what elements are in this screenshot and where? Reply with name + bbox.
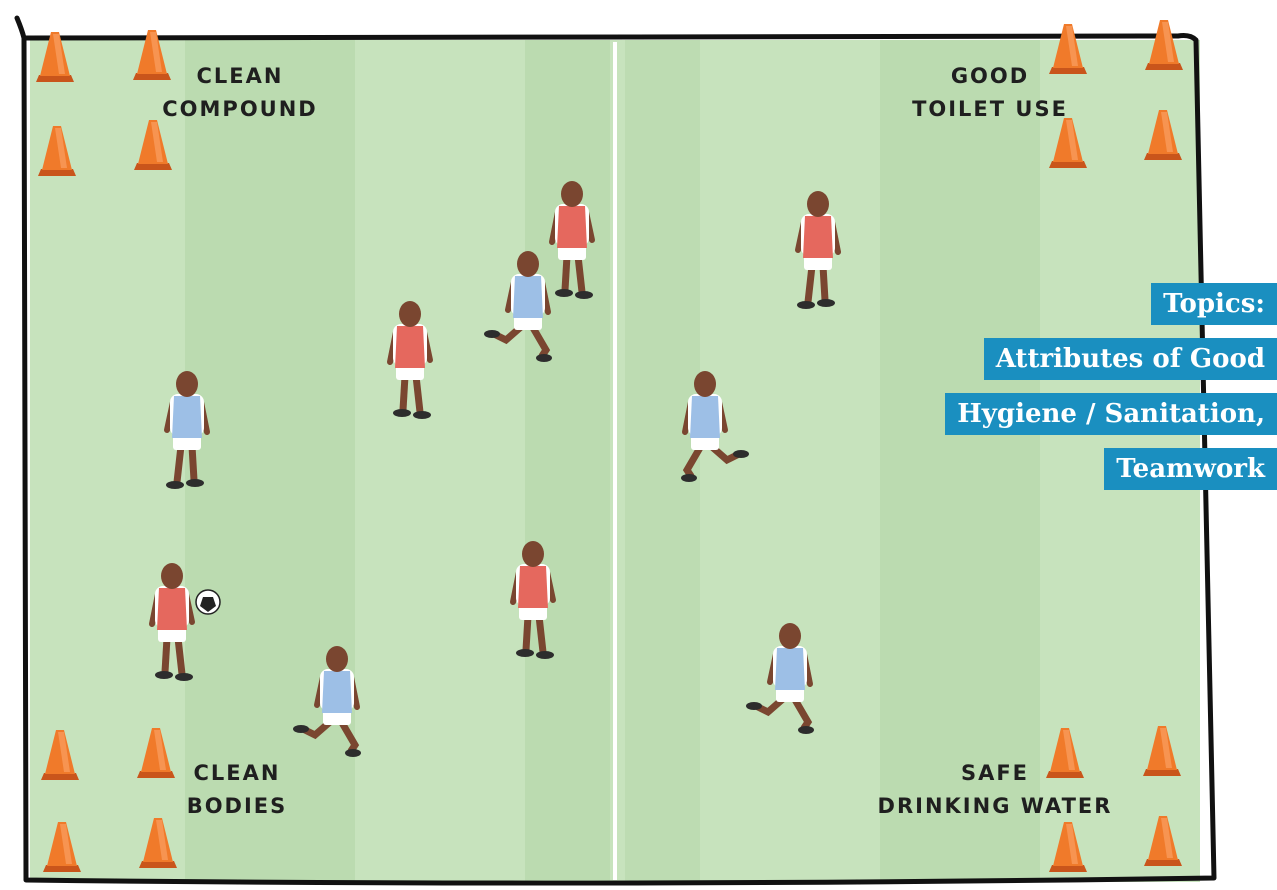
zone-label-bottom-right (850, 757, 1140, 823)
zone-label-line: COMPOUND (162, 97, 318, 121)
zone-label-line: CLEAN (196, 64, 284, 88)
zone-label-line: SAFE (960, 761, 1030, 785)
zone-label-line: DRINKING WATER (877, 794, 1113, 818)
pitch (30, 40, 1200, 882)
zone-label-line: BODIES (186, 794, 288, 818)
topic-line: Teamwork (1104, 448, 1277, 490)
zone-label-top-right (880, 60, 1100, 126)
topic-line: Attributes of Good (984, 338, 1277, 380)
zone-label-top-left (140, 60, 340, 126)
topics-heading: Topics: (1151, 283, 1277, 325)
zone-label-bottom-left (137, 757, 337, 823)
zone-label-line: GOOD (950, 64, 1030, 88)
zone-label-line: TOILET USE (912, 97, 1068, 121)
football-icon (196, 590, 220, 614)
topic-line: Hygiene / Sanitation, (945, 393, 1277, 435)
zone-label-line: CLEAN (193, 761, 281, 785)
